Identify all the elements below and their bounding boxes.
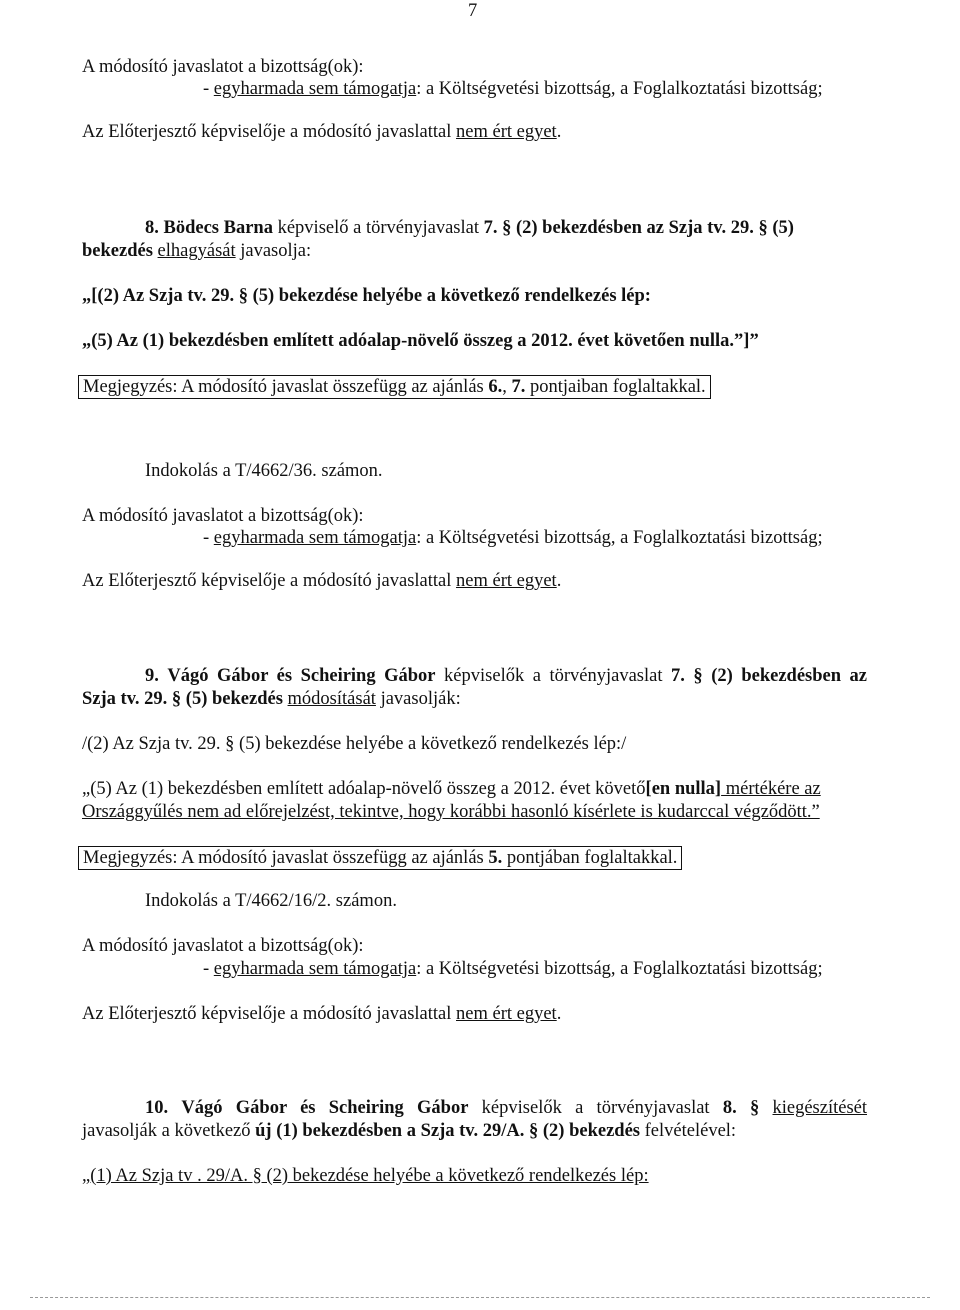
item-9-quote-1: /(2) Az Szja tv. 29. § (5) bekezdése helyébe a következő rendelkezés lép:/ [82, 734, 627, 754]
presenter-line [82, 1003, 561, 1025]
presenter-line [82, 570, 561, 592]
item-8-note [78, 375, 711, 399]
committee-intro: A módosító javaslatot a bizottság(ok): [82, 57, 364, 77]
committees: : a Költségvetési bizottság, a Foglalkoztatási bizottság; [416, 79, 823, 99]
item-number: 8. [145, 218, 159, 238]
item-8-quote-1: „[(2) Az Szja tv. 29. § (5) bekezdése helyébe a következő rendelkezés lép: [82, 286, 651, 306]
item-action: elhagyását [157, 241, 236, 261]
item-action: módosítását [287, 689, 376, 709]
item-authors: Vágó Gábor és Scheiring Gábor [167, 666, 436, 686]
support-status: egyharmada sem támogatja [213, 959, 417, 979]
committee-intro: A módosító javaslatot a bizottság(ok): [82, 936, 364, 956]
item-reference: új (1) bekezdésben a Szja tv. 29/A. § (2) bekezdés [255, 1121, 641, 1141]
dash: - [203, 79, 214, 99]
note-end: pontjában foglaltakkal. [502, 848, 678, 868]
presenter-end: . [556, 1004, 562, 1024]
item-reference-cont: Szja tv. 29. § (5) bekezdés [82, 689, 283, 709]
item-text: képviselők a törvényjavaslat [468, 1098, 723, 1118]
item-text-end: felvételével: [640, 1121, 737, 1141]
item-reference-cont: bekezdés [82, 241, 153, 261]
item-text: képviselők a törvényjavaslat [435, 666, 672, 686]
item-author: Bödecs Barna [163, 218, 273, 238]
quote-deleted: [en nulla] [645, 779, 722, 799]
page-number: 7 [468, 1, 478, 21]
item-10-quote-1: „(1) Az Szja tv . 29/A. § (2) bekezdése helyébe a következő rendelkezés lép: [82, 1166, 649, 1186]
committees: : a Költségvetési bizottság, a Foglalkoztatási bizottság; [416, 528, 823, 548]
item-text: képviselő a törvényjavaslat [272, 218, 484, 238]
presenter-end: . [556, 122, 562, 142]
quote-text: „(5) Az (1) bekezdésben említett adóalap-növelő összeg a 2012. évet követő [82, 779, 646, 799]
item-9-quote-2 [82, 778, 821, 800]
item-9-line-1 [145, 665, 867, 687]
presenter-opinion: nem ért egyet [456, 1004, 557, 1024]
page-bottom-rule [30, 1297, 930, 1298]
note-text: Megjegyzés: A módosító javaslat összefügg az ajánlás [83, 377, 489, 397]
item-reference: 8. § [722, 1098, 760, 1118]
presenter-opinion: nem ért egyet [456, 571, 557, 591]
item-9-reasoning: Indokolás a T/4662/16/2. számon. [145, 891, 397, 911]
item-text: javasolják a következő [82, 1121, 256, 1141]
committee-intro: A módosító javaslatot a bizottság(ok): [82, 506, 364, 526]
item-9-note [78, 846, 682, 870]
dash: - [203, 959, 214, 979]
committees: : a Költségvetési bizottság, a Foglalkoztatási bizottság; [416, 959, 823, 979]
item-8-line-1 [145, 217, 865, 239]
item-action: kiegészítését [772, 1098, 868, 1118]
item-8-line-2 [82, 240, 311, 262]
item-text-end: javasolja: [235, 241, 312, 261]
item-number: 9. [145, 666, 159, 686]
presenter-opinion: nem ért egyet [456, 122, 557, 142]
presenter-line [82, 121, 561, 143]
dash: - [203, 528, 214, 548]
item-reference: 7. § (2) bekezdésben az Szja tv. 29. § (5) [483, 218, 794, 238]
item-8-reasoning: Indokolás a T/4662/36. számon. [145, 461, 383, 481]
note-end: pontjaiban foglaltakkal. [525, 377, 706, 397]
item-8-quote-2: „(5) Az (1) bekezdésben említett adóalap-növelő összeg a 2012. évet követően nulla.”]” [82, 331, 759, 351]
committee-line [203, 527, 823, 549]
note-ref: 5. [488, 848, 503, 868]
item-number: 10. [145, 1098, 169, 1118]
presenter-end: . [556, 571, 562, 591]
item-9-line-2 [82, 688, 461, 710]
item-authors: Vágó Gábor és Scheiring Gábor [181, 1098, 469, 1118]
support-status: egyharmada sem támogatja [213, 528, 417, 548]
committee-line [203, 958, 823, 980]
note-ref: 7. [511, 377, 526, 397]
item-reference: 7. § (2) bekezdésben az [671, 666, 868, 686]
presenter-text: Az Előterjesztő képviselője a módosító javaslattal [82, 122, 457, 142]
quote-inserted: mértékére az [721, 779, 821, 799]
item-10-line-1 [145, 1097, 867, 1119]
committee-line [203, 78, 823, 100]
support-status: egyharmada sem támogatja [213, 79, 417, 99]
item-10-line-2 [82, 1120, 736, 1142]
note-ref: 6. [488, 377, 503, 397]
presenter-text: Az Előterjesztő képviselője a módosító javaslattal [82, 571, 457, 591]
item-text-end: javasolják: [375, 689, 461, 709]
note-text: Megjegyzés: A módosító javaslat összefügg az ajánlás [83, 848, 489, 868]
note-sep: , [502, 377, 512, 397]
presenter-text: Az Előterjesztő képviselője a módosító javaslattal [82, 1004, 457, 1024]
item-9-quote-3: Országgyűlés nem ad előrejelzést, tekintve, hogy korábbi hasonló kísérlete is kudarccal végződött.” [82, 802, 820, 822]
